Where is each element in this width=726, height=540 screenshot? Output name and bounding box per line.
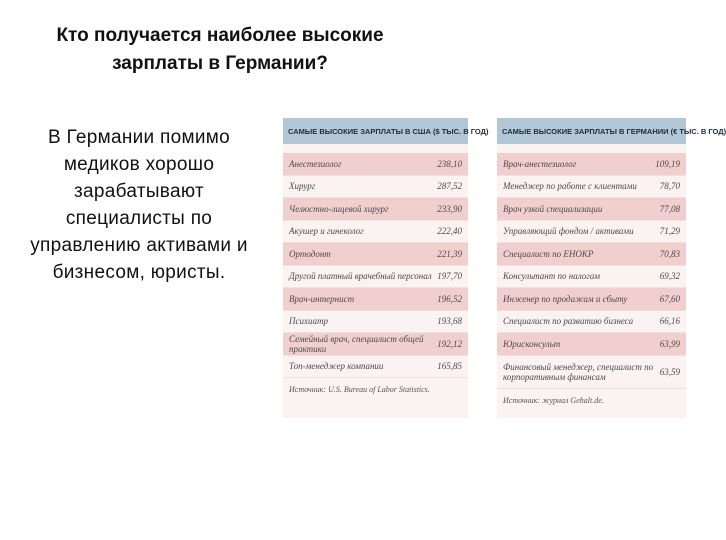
table-row xyxy=(283,221,468,244)
row-label: Анестезиолог xyxy=(289,158,342,169)
row-value: 221,39 xyxy=(437,248,462,259)
row-value: 109,19 xyxy=(655,158,680,169)
row-label: Управляющий фондом / активами xyxy=(503,226,634,237)
row-label: Врач узкой специализации xyxy=(503,203,603,214)
table-row xyxy=(497,266,686,289)
row-value: 192,12 xyxy=(437,338,462,349)
row-label: Топ-менеджер компании xyxy=(289,361,384,372)
row-value: 66,16 xyxy=(659,316,680,327)
usa-salary-table xyxy=(283,118,489,418)
germany-table-source: Источник: журнал Gehalt.de. xyxy=(503,395,604,405)
row-value: 78,70 xyxy=(659,181,680,192)
row-label: Врач-анестезиолог xyxy=(503,158,577,169)
row-label: Семейный врач, специалист общей практики xyxy=(289,333,424,354)
table-row xyxy=(497,176,686,199)
row-value: 67,60 xyxy=(659,293,680,304)
row-label: Инженер по продажам и сбыту xyxy=(503,293,628,304)
row-value: 165,85 xyxy=(437,361,462,372)
row-value: 193,68 xyxy=(437,316,462,327)
table-row xyxy=(497,243,686,266)
table-row xyxy=(283,153,468,176)
table-row xyxy=(283,288,468,311)
germany-salary-table xyxy=(497,118,726,418)
row-value: 63,99 xyxy=(659,338,680,349)
table-row xyxy=(283,176,468,199)
row-value: 197,70 xyxy=(437,271,462,282)
row-label: Специалист по развитию бизнеса xyxy=(503,316,634,327)
table-row xyxy=(497,221,686,244)
slide-title: Кто получается наиболее высокие зарплаты в Германии? xyxy=(56,25,384,74)
table-row xyxy=(283,333,468,356)
row-label: Финансовый менеджер, специалист по корпоративным финансам xyxy=(503,361,654,382)
row-value: 238,10 xyxy=(437,158,462,169)
row-label: Специалист по ЕНОКР xyxy=(503,248,594,259)
row-value: 196,52 xyxy=(437,293,462,304)
row-value: 233,90 xyxy=(437,203,462,214)
germany-table-header: САМЫЕ ВЫСОКИЕ ЗАРПЛАТЫ В ГЕРМАНИИ (€ ТЫС. В ГОД) xyxy=(497,118,686,144)
row-label: Консультант по налогам xyxy=(503,271,601,282)
table-row xyxy=(497,333,686,356)
row-value: 71,29 xyxy=(659,226,680,237)
table-row xyxy=(497,153,686,176)
row-label: Хирург xyxy=(289,181,316,192)
table-row xyxy=(283,356,468,379)
table-row xyxy=(283,198,468,221)
usa-table-header: САМЫЕ ВЫСОКИЕ ЗАРПЛАТЫ В США ($ ТЫС. В ГОД) xyxy=(283,118,468,144)
table-row xyxy=(283,243,468,266)
table-row xyxy=(497,356,686,389)
row-label: Ортодонт xyxy=(289,248,331,259)
table-row xyxy=(283,311,468,334)
usa-table-source: Источник: U.S. Bureau of Labor Statistics. xyxy=(289,385,430,394)
row-label: Менеджер по работе с клиентами xyxy=(503,181,637,192)
row-value: 70,83 xyxy=(659,248,680,259)
row-label: Другой платный врачебный персонал xyxy=(289,271,432,282)
row-value: 77,08 xyxy=(659,203,680,214)
row-value: 287,52 xyxy=(437,181,462,192)
row-value: 222,40 xyxy=(437,226,462,237)
row-value: 69,32 xyxy=(659,271,680,282)
slide-body-text: В Германии помимо медиков хорошо зарабатывают специалисты по управлению активами и бизнесом, юристы. xyxy=(30,127,248,283)
table-row xyxy=(283,266,468,289)
row-label: Психиатр xyxy=(289,316,328,327)
row-label: Врач-интернист xyxy=(289,293,355,304)
table-row xyxy=(497,288,686,311)
table-row xyxy=(497,311,686,334)
row-label: Юрисконсульт xyxy=(503,338,561,349)
row-label: Челюстно-лицевой хирург xyxy=(289,203,389,214)
row-value: 63,59 xyxy=(659,366,680,377)
table-row xyxy=(497,198,686,221)
row-label: Акушер и гинеколог xyxy=(289,226,364,237)
